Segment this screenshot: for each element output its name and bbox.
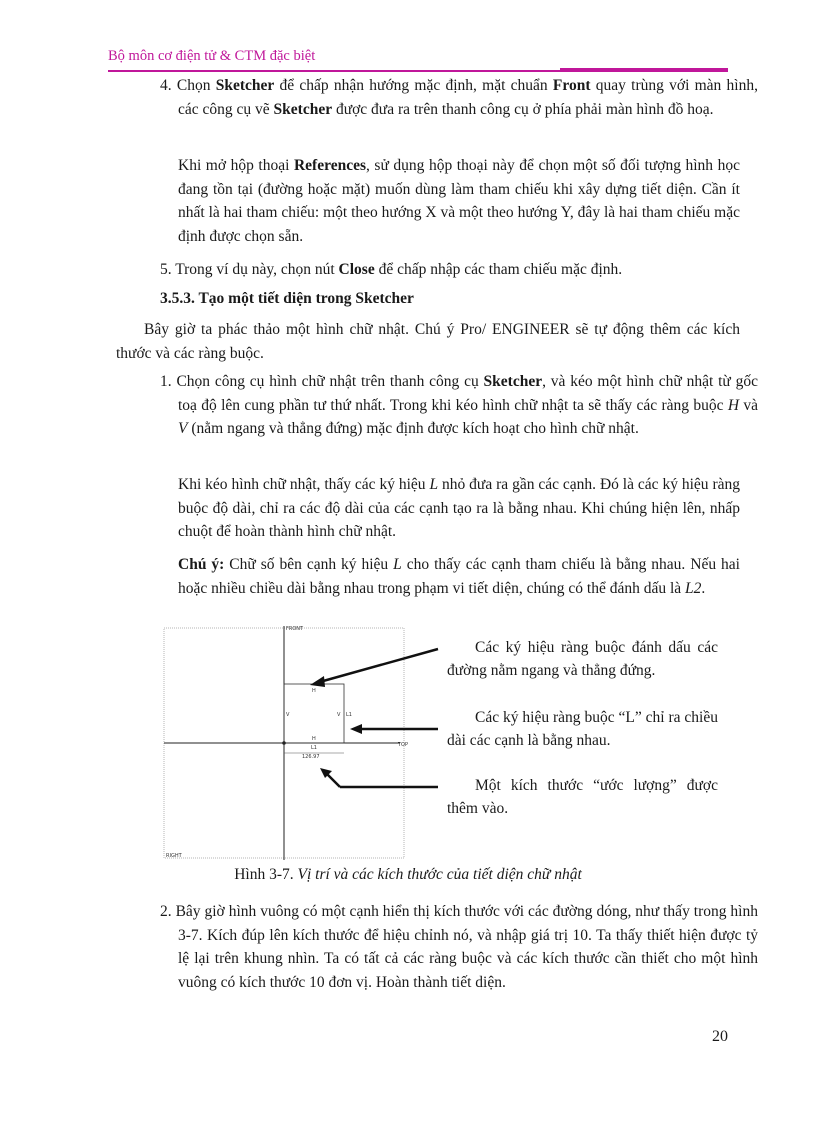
note-italic-l2: L2	[685, 579, 702, 597]
note-paragraph	[178, 553, 740, 600]
l1-constraint-side: L1	[346, 712, 352, 718]
annotation-l: Các ký hiệu ràng buộc “L” chỉ ra chiều dài các cạnh là bằng nhau.	[447, 709, 718, 749]
arrow-head-l	[350, 724, 362, 734]
step-1-text-4: (nằm ngang và thẳng đứng) mặc định được kích hoạt cho hình chữ nhật.	[187, 420, 639, 437]
l1-constraint-bottom: L1	[311, 745, 317, 751]
step-1-text-2: , và kéo một hình chữ nhật từ gốc toạ độ lên cung phần tư thứ nhất. Trong khi kéo hình chữ nhật ta sẽ thấy các ràng buộc	[178, 373, 758, 414]
h-constraint-bottom: H	[312, 736, 316, 742]
step-1	[160, 370, 758, 441]
caption-italic: Vị trí và các kích thước của tiết diện chữ nhật	[297, 866, 582, 883]
step-4-prefix: 4. Chọn	[160, 77, 216, 94]
step-4-bold-front: Front	[552, 77, 591, 94]
refs-text-2: , sử dụng hộp thoại này để chọn một số đối tượng hình học đang tồn tại (đường hoặc mặt) muốn dùng làm tham chiếu khi xây dựng tiết diện. Cần ít nhất là hai tham chiếu: một theo hướng X và một theo hướng Y, đây là hai tham chiếu mặc định được chọn sẵn.	[178, 157, 740, 245]
step-4-bold-sketcher: Sketcher	[215, 77, 275, 94]
right-label: RIGHT	[166, 853, 182, 859]
refs-bold-references: References	[293, 157, 366, 174]
arrow-line-dim-diag	[326, 773, 340, 787]
step-4-text-2: quay trùng với màn hình, các công cụ vẽ	[178, 77, 758, 118]
note-bold-label: Chú ý:	[178, 556, 225, 573]
step-5	[160, 258, 740, 282]
figure-caption	[0, 866, 816, 884]
header-rule	[108, 70, 728, 72]
step-2: 2. Bây giờ hình vuông có một cạnh hiển thị kích thước với các đường dóng, như thấy trong hình 3-7. Kích đúp lên kích thước để hiệu chỉnh nó, và nhập giá trị 10. Ta thấy thiết hiện được tỷ lệ lại trên khung nhìn. Ta có tất cả các ràng buộc và các kích thước cần thiết cho một hình vuông có kích thước 10 đơn vị. Hoàn thành tiết diện.	[160, 903, 758, 991]
page-number: 20	[712, 1028, 728, 1045]
step-1-text-1: 1. Chọn công cụ hình chữ nhật trên thanh công cụ	[160, 373, 484, 390]
step-1-text-3: và	[739, 396, 758, 414]
step-1-italic-v: V	[178, 420, 188, 437]
annotation-hv: Các ký hiệu ràng buộc đánh dấu các đường nằm ngang và thẳng đứng.	[447, 639, 718, 679]
step-5-text-1: 5. Trong ví dụ này, chọn nút	[160, 261, 339, 278]
step-5-text-2: để chấp nhập các tham chiếu mặc định.	[374, 261, 623, 278]
v-constraint-left: V	[286, 712, 290, 718]
intro-paragraph: Bây giờ ta phác thảo một hình chữ nhật. Chú ý Pro/ ENGINEER sẽ tự động thêm các kích thước và các ràng buộc.	[116, 321, 740, 362]
step-4-text-1: để chấp nhận hướng mặc định, mặt chuẩn	[274, 77, 553, 94]
drag-text-2: nhỏ đưa ra gần các cạnh. Đó là các ký hiệu ràng buộc độ dài, chỉ ra các độ dài của các cạnh tạo ra là bằng nhau. Khi chúng hiện lên, nhấp chuột để hoàn thành hình chữ nhật.	[178, 476, 740, 540]
page-header-title: Bộ môn cơ điện tử & CTM đặc biệt	[108, 48, 316, 64]
front-label: FRONT	[286, 626, 304, 632]
drag-paragraph	[178, 473, 740, 544]
origin-point	[282, 741, 286, 745]
arrow-head-hv	[310, 676, 325, 687]
note-text-2: cho thấy các cạnh tham chiếu là bằng nhau. Nếu hai hoặc nhiều chiều dài bằng nhau trong phạm vi tiết diện, chúng có thể đánh dấu là	[178, 556, 740, 597]
step-4-text-3: được đưa ra trên thanh công cụ ở phía phải màn hình đồ hoạ.	[332, 100, 714, 118]
step-1-italic-h: H	[727, 396, 740, 414]
annotation-dimension: Một kích thước “ước lượng” được thêm vào.	[447, 777, 718, 817]
references-paragraph	[178, 154, 740, 248]
step-4-bold-sketcher-2: Sketcher	[273, 100, 333, 118]
h-constraint-top: H	[312, 688, 316, 694]
note-text-1: Chữ số bên cạnh ký hiệu	[224, 556, 394, 573]
v-constraint-right: V	[337, 712, 341, 718]
caption-prefix: Hình 3-7.	[234, 866, 298, 883]
note-italic-l: L	[393, 556, 402, 573]
section-heading: 3.5.3. Tạo một tiết diện trong Sketcher	[160, 290, 414, 307]
dimension-value: 126.97	[302, 754, 320, 760]
step-4	[160, 74, 758, 121]
note-text-3: .	[701, 579, 706, 597]
step-1-bold-sketcher: Sketcher	[483, 373, 543, 390]
step-5-bold-close: Close	[338, 261, 375, 278]
annotation-arrows	[300, 630, 450, 800]
top-label: TOP	[398, 742, 409, 748]
drag-text-1: Khi kéo hình chữ nhật, thấy các ký hiệu	[178, 476, 430, 493]
header-rule-accent	[560, 68, 728, 70]
arrow-line-hv	[316, 649, 438, 683]
drag-italic-l: L	[429, 476, 439, 493]
refs-text-1: Khi mở hộp thoại	[178, 157, 294, 174]
